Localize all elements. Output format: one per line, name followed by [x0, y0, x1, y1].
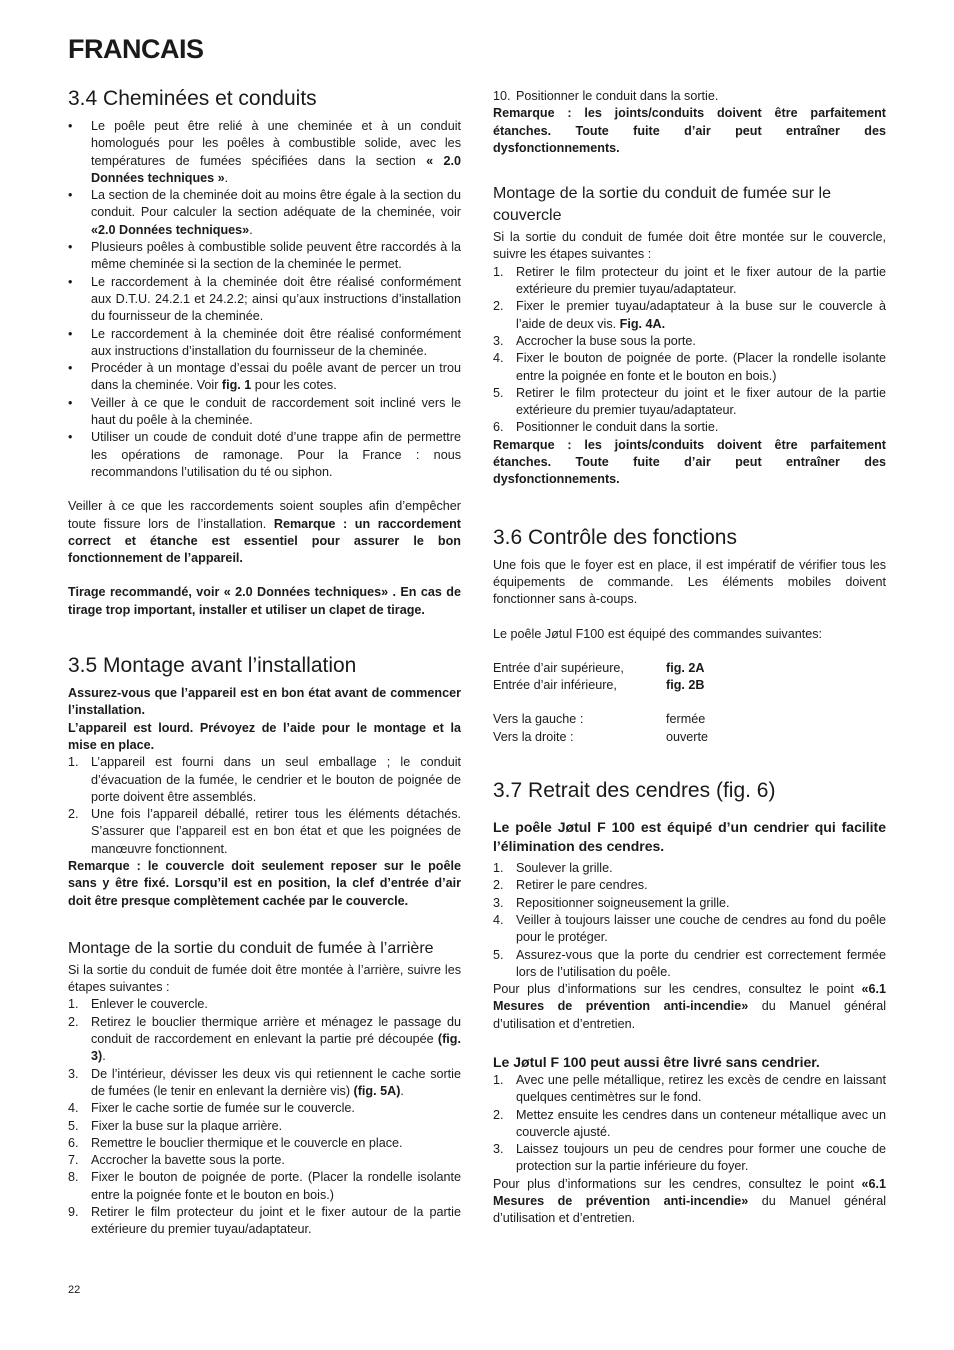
list-item: 5. Fixer la buse sur la plaque arrière.	[68, 1118, 461, 1135]
step-number: 5.	[493, 947, 504, 962]
rear-outlet-intro: Si la sortie du conduit de fumée doit être montée à l’arrière, suivre les étapes suivantes :	[68, 962, 461, 995]
list-item: • Plusieurs poêles à combustible solide peuvent être raccordés à la même cheminée si la section de la cheminée le permet.	[68, 239, 461, 274]
list-item: 9. Retirer le film protecteur du joint et le fixer autour de la partie extérieure du premier tuyau/adaptateur.	[68, 1205, 461, 1237]
list-item: 2. Mettez ensuite les cendres dans un conteneur métallique avec un couvercle ajusté.	[493, 1107, 886, 1139]
step-number: 8.	[68, 1170, 79, 1185]
list-item: 3. Accrocher la buse sous la porte.	[493, 333, 886, 350]
list-item: • La section de la cheminée doit au moins être égale à la section du conduit. Pour calculer la section adéquate de la cheminée, voir «2.0 Données techniques».	[68, 187, 461, 239]
step-number: 10.	[493, 89, 511, 103]
table-row: Vers la gauche : fermée	[493, 712, 706, 727]
step-number: 2.	[68, 1014, 79, 1029]
step-number: 4.	[68, 1101, 79, 1116]
step-number: 4.	[493, 351, 504, 366]
pre-install-steps	[68, 754, 461, 858]
list-item: 1. Retirer le film protecteur du joint et le fixer autour de la partie extérieure du premier tuyau/adaptateur.	[493, 264, 886, 297]
list-item: 3. Laissez toujours un peu de cendres pour former une couche de protection sur la partie inférieure du foyer.	[493, 1142, 886, 1174]
step-number: 9.	[68, 1205, 79, 1220]
list-item: 1. Soulever la grille.	[493, 860, 886, 877]
controls-intro: Le poêle Jøtul F100 est équipé des commandes suivantes:	[493, 626, 823, 641]
no-ash-pan-lead: Le Jøtul F 100 peut aussi être livré sans cendrier.	[493, 1053, 820, 1070]
list-item: 1. Enlever le couvercle.	[68, 996, 461, 1013]
step-number: 7.	[68, 1153, 79, 1168]
list-item: 10. Positionner le conduit dans la sortie.	[493, 88, 886, 105]
list-item: 4. Fixer le cache sortie de fumée sur le couvercle.	[68, 1100, 461, 1117]
list-item: • Le raccordement à la cheminée doit être réalisé conformément aux instructions d’installation du fournisseur de la cheminée.	[68, 326, 461, 361]
condition-note: Assurez-vous que l’appareil est en bon état avant de commencer l’installation.	[68, 686, 461, 718]
ash-info-2: Pour plus d’informations sur les cendres, consultez le point «6.1 Mesures de prévention anti-incendie» du Manuel général d’utilisation et d’entretien.	[493, 1176, 886, 1226]
step-number: 5.	[493, 385, 504, 400]
language-heading: FRANCAIS	[68, 34, 204, 64]
step-number: 4.	[493, 912, 504, 927]
list-item: 5. Assurez-vous que la porte du cendrier est correctement fermée lors de l’utilisation du poêle.	[493, 947, 886, 979]
step-number: 3.	[493, 1142, 504, 1157]
ash-removal-steps	[493, 860, 886, 981]
table-row: Entrée d’air inférieure, fig. 2B	[493, 678, 705, 693]
ash-info: Pour plus d’informations sur les cendres, consultez le point «6.1 Mesures de prévention anti-incendie» du Manuel général d’utilisation et d’entretien.	[493, 982, 886, 1031]
section-3-4-title: 3.4 Cheminées et conduits	[68, 87, 317, 110]
list-item: • Le raccordement à la cheminée doit être réalisé conformément aux D.T.U. 24.2.1 et 24.2.2; ainsi qu’aux instructions d’installation du fournisseur de la cheminée.	[68, 274, 461, 326]
top-remark: Remarque : les joints/conduits doivent être parfaitement étanches. Toute fuite d’air peut entraîner des dysfonctionnements.	[493, 437, 886, 487]
list-item: • Le poêle peut être relié à une cheminée et à un conduit homologués pour les poêles à combustible solide, avec les températures de fumées spécifiées dans la section « 2.0 Données techniques ».	[68, 118, 461, 187]
step-number: 2.	[493, 299, 504, 314]
list-item: 2. Retirer le pare cendres.	[493, 877, 886, 894]
left-column	[68, 86, 461, 1239]
chimney-bullet-list	[68, 118, 461, 481]
top-outlet-steps	[493, 264, 886, 437]
list-item: 2. Une fois l’appareil déballé, retirer tous les éléments détachés. S’assurer que l’appareil est en bon état et que les poignées de manœuvre fonctionnent.	[68, 807, 461, 856]
controls-table	[493, 660, 886, 695]
list-item: • Utiliser un coude de conduit doté d’une trappe afin de permettre les opérations de ramonage. Pour la France : nous recommandons l’utilisation du té ou siphon.	[68, 429, 461, 481]
top-outlet-title: Montage de la sortie du conduit de fumée sur le couvercle	[493, 185, 831, 225]
step-number: 1.	[68, 755, 79, 770]
list-item: 3. Repositionner soigneusement la grille.	[493, 895, 886, 912]
step-number: 3.	[493, 895, 504, 910]
step-number: 6.	[493, 420, 504, 435]
rear-outlet-steps-continued	[493, 88, 886, 105]
directions-table	[493, 711, 886, 746]
section-3-7-title: 3.7 Retrait des cendres (fig. 6)	[493, 779, 776, 803]
section-3-5-title: 3.5 Montage avant l’installation	[68, 654, 357, 678]
page-number: 22	[68, 1284, 81, 1296]
step-number: 1.	[493, 1072, 504, 1087]
list-item: 8. Fixer le bouton de poignée de porte. (Placer la rondelle isolante entre la poignée fonte et le bouton en bois.)	[68, 1170, 461, 1202]
rear-outlet-title: Montage de la sortie du conduit de fumée à l’arrière	[68, 939, 434, 957]
list-item: 1. L’appareil est fourni dans un seul emballage ; le conduit d’évacuation de la fumée, le cendrier et le bouton de poignée de porte doivent être assemblés.	[68, 755, 461, 804]
list-item: 3. De l’intérieur, dévisser les deux vis qui retiennent le cache sortie de fumées (le tenir en enlevant la dernière vis) (fig. 5A).	[68, 1066, 461, 1098]
step-number: 2.	[493, 1107, 504, 1122]
list-item: 6. Positionner le conduit dans la sortie.	[493, 419, 886, 436]
step-number: 5.	[68, 1118, 79, 1133]
list-item: 1. Avec une pelle métallique, retirez les excès de cendre en laissant quelques centimètres sur le fond.	[493, 1072, 886, 1105]
step-number: 2.	[68, 807, 79, 822]
lid-remark: Remarque : le couvercle doit seulement reposer sur le poêle sans y être fixé. Lorsqu’il est en position, la clef d’entrée d’air doit être presque complètement cachée par le couvercle.	[68, 858, 461, 908]
no-ash-pan-steps	[493, 1072, 886, 1176]
step-number: 3.	[68, 1066, 79, 1081]
step-number: 1.	[68, 997, 79, 1012]
draft-note: Tirage recommandé, voir « 2.0 Données techniques» . En cas de tirage trop important, installer et utiliser un clapet de tirage.	[68, 585, 461, 617]
step-number: 6.	[68, 1135, 79, 1150]
step-number: 2.	[493, 878, 504, 893]
list-item: 5. Retirer le film protecteur du joint et le fixer autour de la partie extérieure du premier tuyau/adaptateur.	[493, 385, 886, 418]
list-item: • Veiller à ce que le conduit de raccordement soit incliné vers le haut du poêle à la cheminée.	[68, 395, 461, 430]
connection-paragraph: Veiller à ce que les raccordements soient souples afin d’empêcher toute fissure lors de l’installation. Remarque : un raccordement correct et étanche est essentiel pour assurer le bon fonctionnement de l’appareil.	[68, 499, 462, 566]
step-number: 1.	[493, 264, 504, 279]
table-row: Entrée d’air supérieure, fig. 2A	[493, 660, 705, 675]
section-3-6-title: 3.6 Contrôle des fonctions	[493, 525, 737, 549]
list-item: • Procéder à un montage d’essai du poêle avant de percer un trou dans la cheminée. Voir fig. 1 pour les cotes.	[68, 360, 461, 395]
list-item: 2. Fixer le premier tuyau/adaptateur à la buse sur le couvercle à l’aide de deux vis. Fig. 4A.	[493, 299, 886, 331]
step-number: 3.	[493, 333, 504, 348]
table-row: Vers la droite : ouverte	[493, 729, 709, 744]
ash-pan-lead: Le poêle Jøtul F 100 est équipé d’un cendrier qui facilite l’élimination des cendres.	[493, 819, 886, 855]
list-item: 6. Remettre le bouclier thermique et le couvercle en place.	[68, 1135, 461, 1152]
list-item: 7. Accrocher la bavette sous la porte.	[68, 1152, 461, 1169]
list-item: 4. Veiller à toujours laisser une couche de cendres au fond du poêle pour le protéger.	[493, 912, 886, 945]
list-item: 2. Retirez le bouclier thermique arrière et ménagez le passage du conduit de raccordement en enlevant la partie pré découpée (fig. 3).	[68, 1014, 461, 1064]
top-outlet-intro: Si la sortie du conduit de fumée doit être montée sur le couvercle, suivre les étapes suivantes :	[493, 230, 886, 262]
right-column	[493, 88, 886, 1228]
function-check-paragraph: Une fois que le foyer est en place, il est impératif de vérifier tous les équipements de commande. Les éléments mobiles doivent fonctionner sans à-coups.	[493, 557, 886, 607]
weight-note: L’appareil est lourd. Prévoyez de l’aide pour le montage et la mise en place.	[68, 720, 461, 752]
step-number: 1.	[493, 861, 504, 876]
list-item: 4. Fixer le bouton de poignée de porte. (Placer la rondelle isolante entre la poignée en fonte et le bouton en bois.)	[493, 351, 886, 383]
rear-outlet-steps	[68, 996, 461, 1238]
rear-remark: Remarque : les joints/conduits doivent être parfaitement étanches. Toute fuite d’air peut entraîner des dysfonctionnements.	[493, 106, 886, 155]
